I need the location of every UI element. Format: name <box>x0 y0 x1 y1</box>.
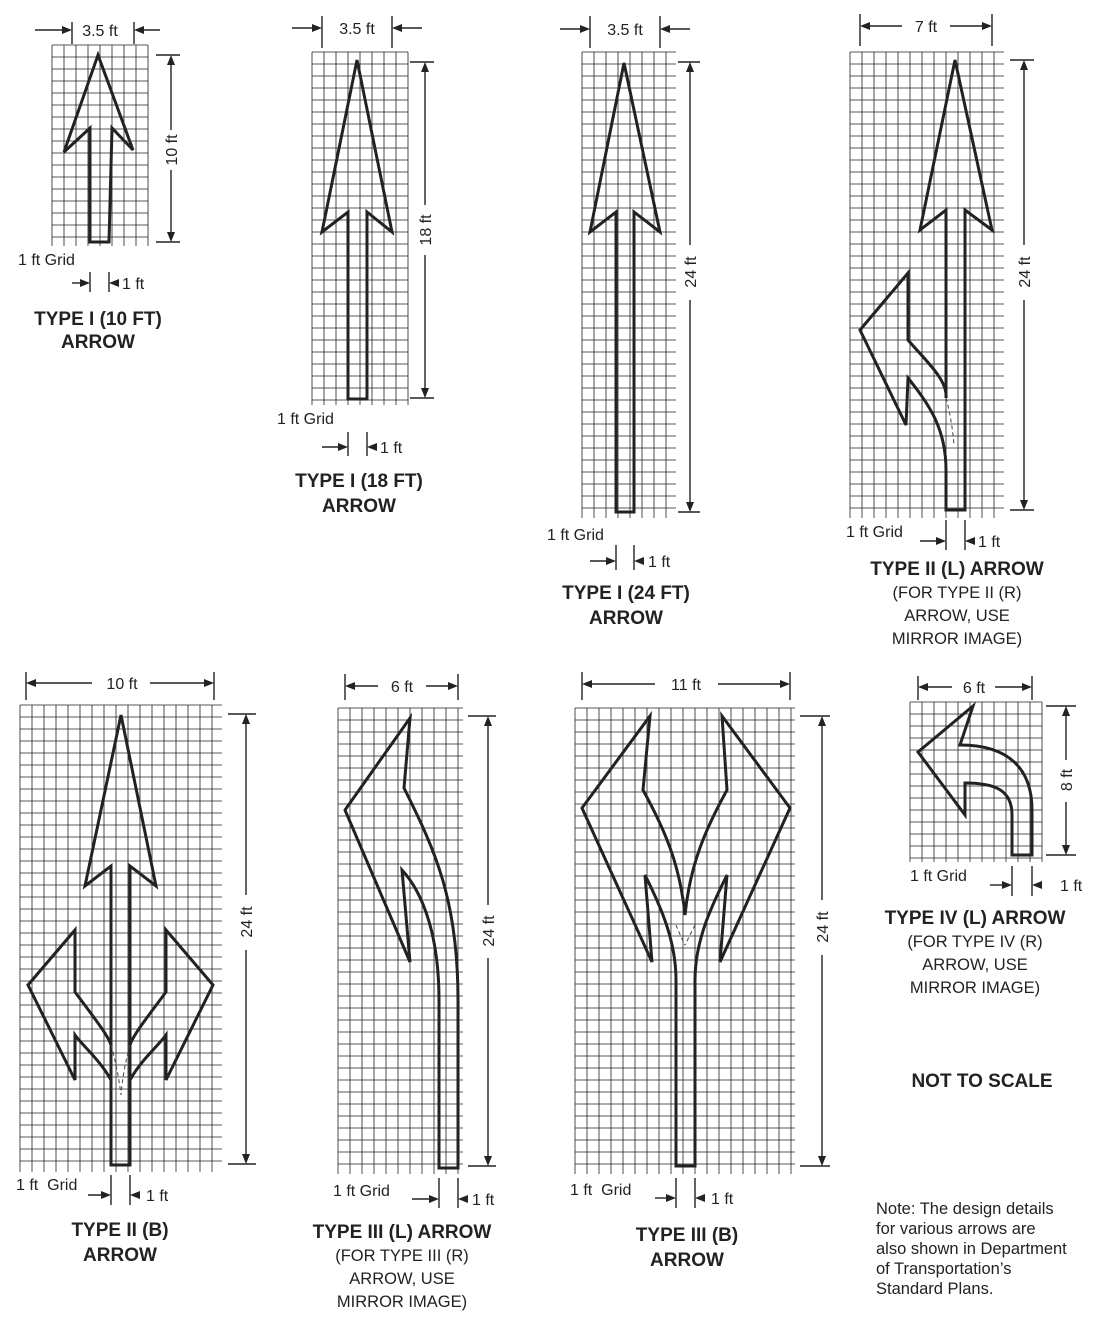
type-1-10ft-diagram <box>18 22 181 353</box>
arrow-shape <box>582 716 790 1166</box>
width-label: 10 ft <box>106 676 138 693</box>
diagram-subtitle-line-3: MIRROR IMAGE) <box>909 979 1041 997</box>
arrow-shape <box>590 63 660 512</box>
note-line: Standard Plans. <box>876 1280 994 1298</box>
grid-label: 1 ft Grid <box>547 527 604 544</box>
diagram-title-line-2: ARROW <box>83 1245 157 1266</box>
grid-label: 1 ft Grid <box>910 868 967 885</box>
type-2-left-diagram <box>846 14 1044 648</box>
type-1-18ft-diagram <box>277 16 435 517</box>
width-label: 3.5 ft <box>339 21 375 38</box>
grid-label: 1 ft Grid <box>16 1177 78 1194</box>
arrow-shape <box>322 60 392 399</box>
arrow-shape <box>918 706 1032 855</box>
grid <box>20 705 222 1172</box>
height-label: 24 ft <box>239 906 256 938</box>
arrow-shape <box>85 715 156 1165</box>
diagram-title-line-2: ARROW <box>650 1250 724 1271</box>
diagram-subtitle-line-3: MIRROR IMAGE) <box>336 1293 468 1311</box>
height-label: 24 ft <box>683 256 700 288</box>
grid-label: 1 ft Grid <box>846 524 903 541</box>
type-3-left-diagram <box>313 674 498 1311</box>
height-label: 24 ft <box>481 915 498 947</box>
width-label: 3.5 ft <box>607 22 643 39</box>
grid-label: 1 ft Grid <box>333 1183 390 1200</box>
diagram-title-line-2: ARROW <box>61 332 135 353</box>
type-3-both-diagram <box>570 672 832 1271</box>
diagram-title: TYPE IV (L) ARROW <box>884 908 1066 929</box>
diagram-title: TYPE III (B) <box>635 1225 739 1246</box>
stroke-label: 1 ft <box>380 440 403 457</box>
type-1-24ft-diagram <box>547 16 700 629</box>
grid <box>850 52 1004 518</box>
type-4-left-diagram <box>885 676 1083 997</box>
height-label: 8 ft <box>1059 768 1076 792</box>
note-line: Note: The design details <box>876 1200 1054 1218</box>
diagram-title: TYPE II (B) <box>71 1220 169 1241</box>
grid <box>575 708 795 1174</box>
arrow-shape <box>860 60 992 510</box>
note-line: also shown in Department <box>876 1240 1067 1258</box>
diagram-title-line-2: ARROW <box>322 496 396 517</box>
width-label: 6 ft <box>962 680 986 697</box>
stroke-label: 1 ft <box>122 276 145 293</box>
type-2-both-diagram <box>16 672 256 1266</box>
width-label: 3.5 ft <box>82 23 118 40</box>
diagram-subtitle-line-2: ARROW, USE <box>349 1270 455 1288</box>
grid-label: 1 ft Grid <box>18 252 75 269</box>
arrow-shape <box>64 55 133 242</box>
diagram-title: TYPE III (L) ARROW <box>312 1222 492 1243</box>
note-line: of Transportation’s <box>876 1260 1012 1278</box>
width-label: 7 ft <box>914 19 938 36</box>
width-label: 11 ft <box>671 677 701 694</box>
diagram-subtitle-line-1: (FOR TYPE III (R) <box>335 1247 469 1265</box>
stroke-label: 1 ft <box>648 554 671 571</box>
height-label: 24 ft <box>815 911 832 943</box>
stroke-label: 1 ft <box>146 1188 169 1205</box>
note-line: for various arrows are <box>876 1220 1036 1238</box>
diagram-subtitle-line-2: ARROW, USE <box>922 956 1028 974</box>
scale-note: NOT TO SCALE <box>911 1071 1053 1092</box>
diagram-title: TYPE I (10 FT) <box>34 309 162 330</box>
diagram-subtitle-line-1: (FOR TYPE II (R) <box>892 584 1022 602</box>
stroke-label: 1 ft <box>711 1191 734 1208</box>
diagram-subtitle-line-3: MIRROR IMAGE) <box>891 630 1023 648</box>
stroke-label: 1 ft <box>472 1192 495 1209</box>
stroke-label: 1 ft <box>1060 878 1083 895</box>
diagram-title: TYPE I (24 FT) <box>562 583 690 604</box>
height-label: 10 ft <box>164 134 181 166</box>
diagram-title: TYPE II (L) ARROW <box>870 559 1044 580</box>
stroke-label: 1 ft <box>978 534 1001 551</box>
diagram-title: TYPE I (18 FT) <box>295 471 423 492</box>
grid-label: 1 ft Grid <box>570 1182 632 1199</box>
diagram-title-line-2: ARROW <box>589 608 663 629</box>
height-label: 18 ft <box>418 214 435 246</box>
width-label: 6 ft <box>390 679 414 696</box>
diagram-subtitle-line-1: (FOR TYPE IV (R) <box>907 933 1043 951</box>
grid-label: 1 ft Grid <box>277 411 334 428</box>
design-note <box>876 1200 1067 1298</box>
height-label: 24 ft <box>1017 256 1034 288</box>
grid <box>582 52 676 518</box>
diagram-subtitle-line-2: ARROW, USE <box>904 607 1010 625</box>
